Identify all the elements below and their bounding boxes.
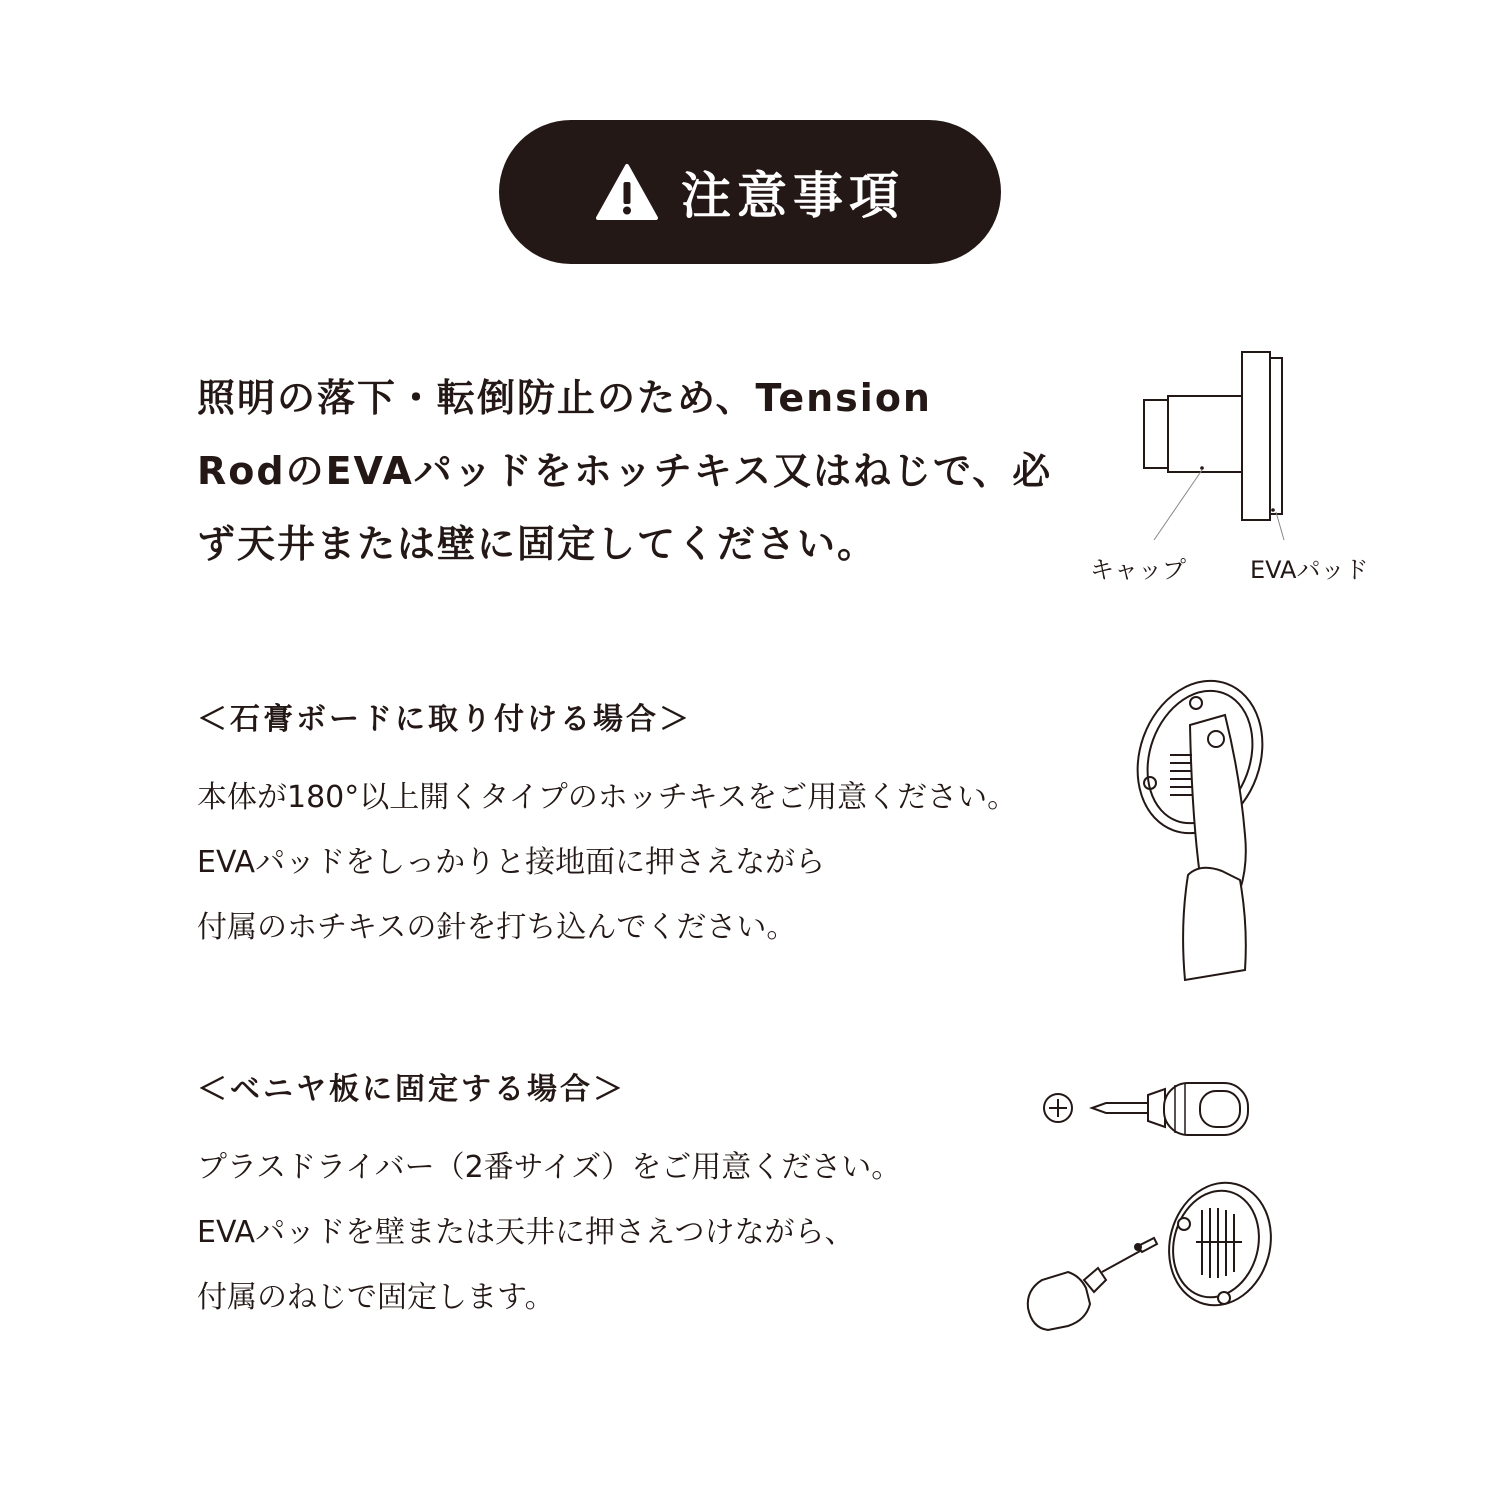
warning-icon (595, 163, 659, 221)
gypsum-section-body (197, 765, 1017, 960)
body-line: プラスドライバー（2番サイズ）をご用意ください。 (197, 1150, 902, 1185)
body-line: 本体が180°以上開くタイプのホッチキスをご用意ください。 (197, 780, 1018, 815)
body-line: EVAパッドを壁または天井に押さえつけながら、 (197, 1215, 855, 1250)
rod-cap-diagram (1130, 340, 1300, 540)
plywood-section-heading: ＜ベニヤ板に固定する場合＞ (197, 1072, 626, 1107)
body-line: 付属のねじで固定します。 (197, 1280, 555, 1315)
screwing-pad-illustration (1020, 1180, 1275, 1340)
lead-line: RodのEVAパッドをホッチキス又はねじで、必 (197, 449, 1053, 493)
body-line: 付属のホチキスの針を打ち込んでください。 (197, 910, 797, 945)
plywood-section-body (197, 1135, 901, 1330)
body-line: EVAパッドをしっかりと接地面に押さえながら (197, 845, 826, 880)
cap-label: キャップ (1090, 556, 1186, 584)
stapler-illustration (1130, 675, 1275, 990)
lead-line: 照明の落下・転倒防止のため、Tension (197, 376, 932, 420)
caution-badge (499, 120, 1001, 264)
lead-line: ず天井または壁に固定してください。 (197, 522, 878, 566)
eva-pad-label: EVAパッド (1250, 556, 1369, 584)
phillips-screwdriver-illustration (1040, 1075, 1255, 1145)
page-title: 注意事項 (681, 167, 905, 225)
gypsum-section-heading: ＜石膏ボードに取り付ける場合＞ (197, 702, 692, 737)
lead-paragraph (197, 362, 1053, 581)
